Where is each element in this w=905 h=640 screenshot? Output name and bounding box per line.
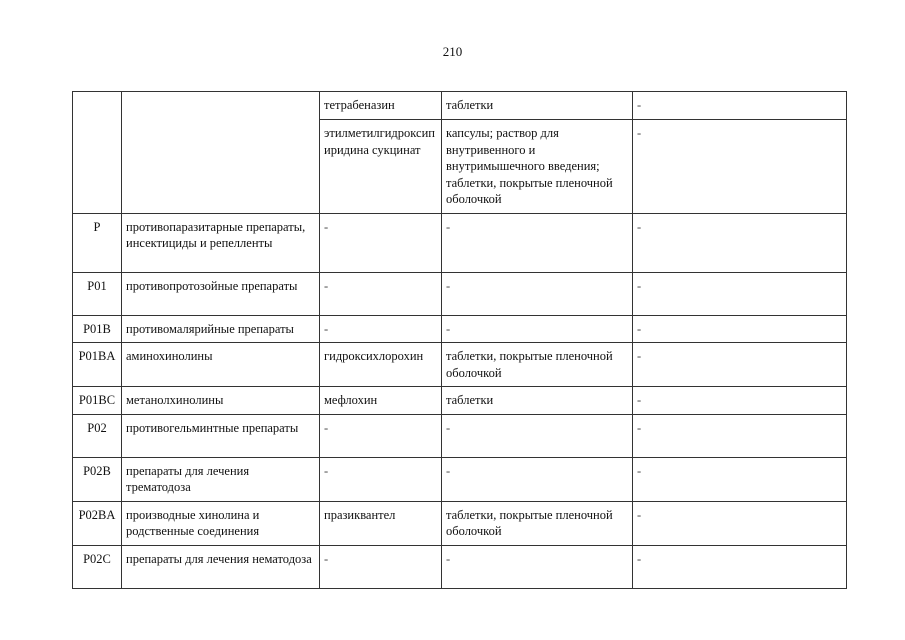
cell-form: - (442, 457, 633, 501)
cell-form: - (442, 315, 633, 343)
cell-code: P02BA (73, 501, 122, 545)
cell-substance: гидроксихлорохин (320, 343, 442, 387)
table-row (73, 545, 847, 588)
cell-code (73, 92, 122, 214)
cell-form: таблетки, покрытые пленочной оболочкой (442, 343, 633, 387)
cell-group (122, 92, 320, 214)
cell-substance: празиквантел (320, 501, 442, 545)
cell-group: противогельминтные препараты (122, 414, 320, 457)
cell-group: препараты для лечения трематодоза (122, 457, 320, 501)
cell-substance: - (320, 315, 442, 343)
cell-code: P (73, 213, 122, 272)
cell-substance: - (320, 457, 442, 501)
cell-form: - (442, 414, 633, 457)
cell-note: - (633, 457, 847, 501)
cell-group: противомалярийные препараты (122, 315, 320, 343)
table-row (73, 92, 847, 120)
cell-form: капсулы; раствор для внутривенного и внутримышечного введения; таблетки, покрытые пленочной оболочкой (442, 120, 633, 214)
cell-code: P02B (73, 457, 122, 501)
cell-form: таблетки (442, 387, 633, 415)
cell-form: таблетки, покрытые пленочной оболочкой (442, 501, 633, 545)
cell-substance: - (320, 414, 442, 457)
cell-code: P01BA (73, 343, 122, 387)
cell-group: препараты для лечения нематодоза (122, 545, 320, 588)
cell-group: метанолхинолины (122, 387, 320, 415)
cell-substance: этилметилгидроксипиридина сукцинат (320, 120, 442, 214)
cell-code: P02C (73, 545, 122, 588)
cell-code: P02 (73, 414, 122, 457)
cell-substance: мефлохин (320, 387, 442, 415)
cell-note: - (633, 343, 847, 387)
drug-table (72, 91, 847, 589)
cell-group: противопротозойные препараты (122, 272, 320, 315)
table-row (73, 457, 847, 501)
cell-note: - (633, 414, 847, 457)
cell-form: - (442, 545, 633, 588)
cell-group: противопаразитарные препараты, инсектициды и репелленты (122, 213, 320, 272)
cell-substance: тетрабеназин (320, 92, 442, 120)
cell-group: производные хинолина и родственные соединения (122, 501, 320, 545)
cell-group: аминохинолины (122, 343, 320, 387)
cell-form: таблетки (442, 92, 633, 120)
cell-form: - (442, 272, 633, 315)
cell-note: - (633, 272, 847, 315)
cell-note: - (633, 545, 847, 588)
table-row (73, 501, 847, 545)
table-row (73, 315, 847, 343)
cell-substance: - (320, 545, 442, 588)
cell-note: - (633, 92, 847, 120)
table-row (73, 272, 847, 315)
cell-code: P01B (73, 315, 122, 343)
cell-code: P01BC (73, 387, 122, 415)
table-row (73, 387, 847, 415)
cell-substance: - (320, 272, 442, 315)
table-row (73, 213, 847, 272)
cell-note: - (633, 315, 847, 343)
table-row (73, 414, 847, 457)
cell-note: - (633, 120, 847, 214)
cell-note: - (633, 501, 847, 545)
cell-note: - (633, 213, 847, 272)
cell-note: - (633, 387, 847, 415)
cell-substance: - (320, 213, 442, 272)
table-row (73, 343, 847, 387)
cell-code: P01 (73, 272, 122, 315)
cell-form: - (442, 213, 633, 272)
page-number: 210 (442, 44, 463, 59)
